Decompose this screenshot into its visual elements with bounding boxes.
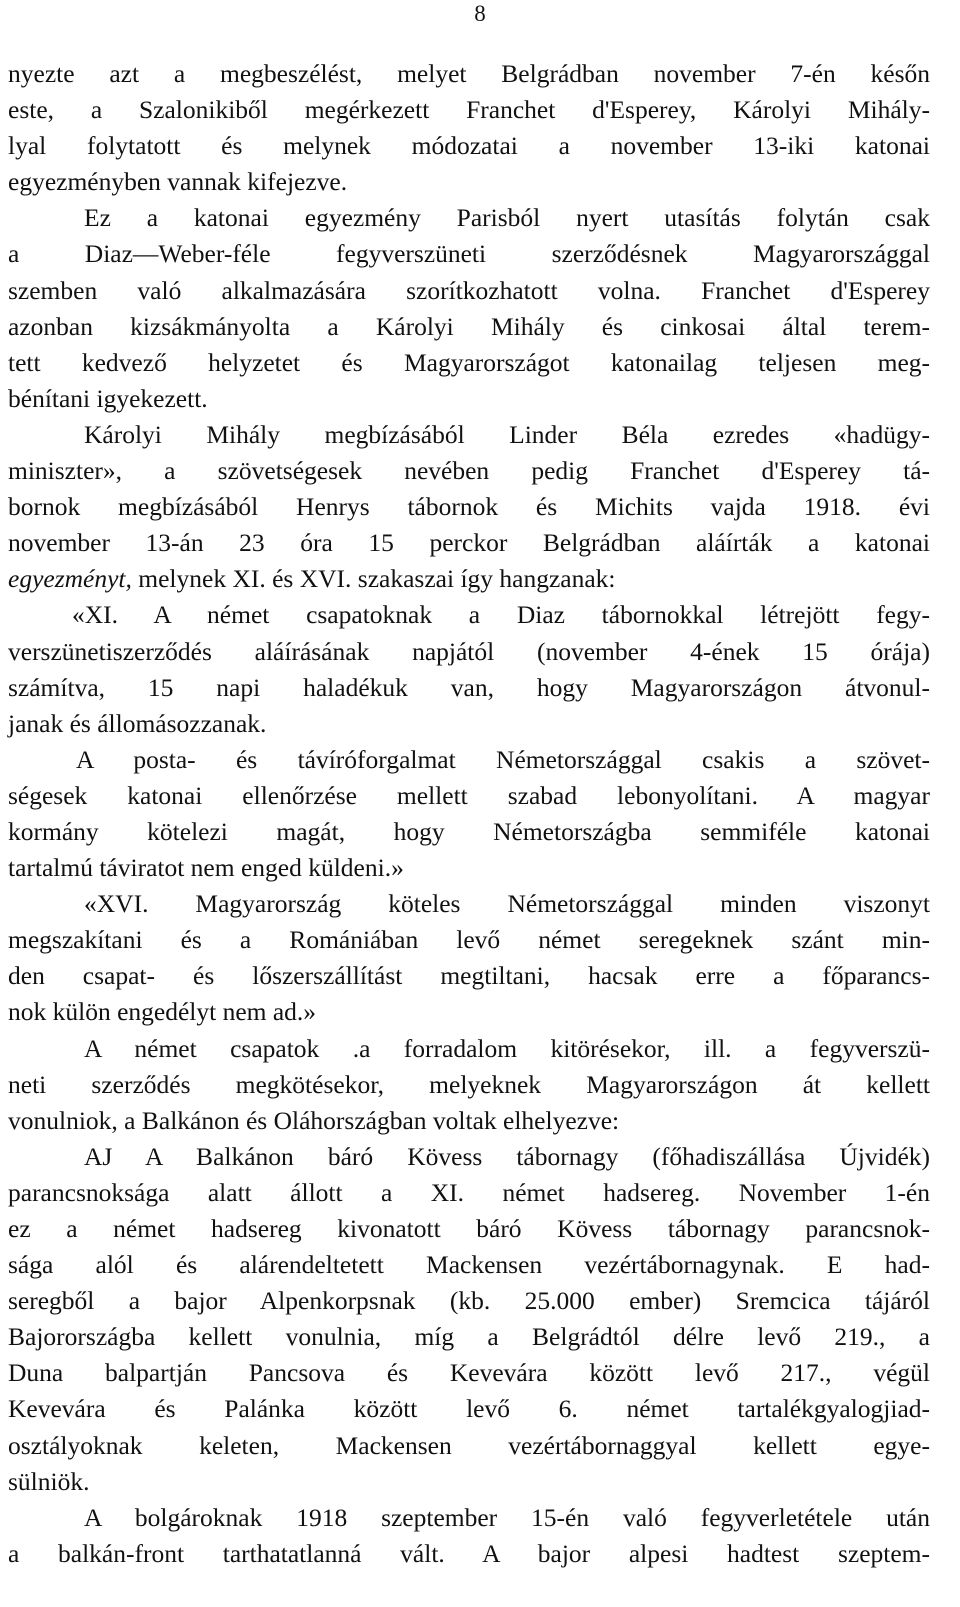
paragraph-start-line: A bolgároknak 1918 szeptember 15-én való fegyverletétele után xyxy=(84,1502,930,1532)
text-line: Duna balpartján Pancsova és Kevevára között levő 217., végül xyxy=(8,1358,930,1388)
text-line: osztályoknak keleten, Mackensen vezértábornaggyal kellett egye- xyxy=(8,1430,930,1460)
paragraph-start-line: Károlyi Mihály megbízásából Linder Béla ezredes «hadügy- xyxy=(84,419,930,449)
text-line: neti szerződés megkötésekor, melyeknek Magyarországon át kellett xyxy=(8,1069,930,1099)
text-line: sülniök. xyxy=(8,1466,90,1496)
paragraph-start-line: A német csapatok .a forradalom kitörésekor, ill. a fegyverszü- xyxy=(84,1033,930,1063)
text-line: Bajorországba kellett vonulnia, míg a Belgrádtól délre levő 219., a xyxy=(8,1322,930,1352)
italic-text: egyezményt, xyxy=(8,564,132,594)
text-line: Kevevára és Palánka között levő 6. német tartalékgyalogjiad- xyxy=(8,1394,930,1424)
paragraph-start-line: AJ A Balkánon báró Köve​ss tábornagy (főhadiszállása Újvidék) xyxy=(84,1141,930,1171)
text-line: parancsnoksága alatt állott a XI. német hadsereg. November 1-én xyxy=(8,1177,930,1207)
paragraph-start-line: A posta- és távíróforgalmat Németországgal csakis a szövet- xyxy=(76,744,930,774)
text-line: nok külön engedélyt nem ad.» xyxy=(8,997,317,1027)
text-line: a Diaz—Weber-féle fegyverszüneti szerződésnek Magyarországgal xyxy=(8,239,930,269)
text-line: bornok megbízásából Henrys tábornok és Michits vajda 1918. évi xyxy=(8,492,930,522)
text-line xyxy=(8,561,930,597)
text-line: miniszter», a szövetségesek nevében pedig Franchet d'Esperey tá- xyxy=(8,456,930,486)
text-line: november 13-án 23 óra 15 perckor Belgrádban aláírták a katonai xyxy=(8,528,930,558)
text-line: szemben való alkalmazására szorítkozhatott volna. Franchet d'Esperey xyxy=(8,275,930,305)
text-line: lyal folytatott és melynek módozatai a november 13-iki katonai xyxy=(8,131,930,161)
text-line: ségesek katonai ellenőrzése mellett szabad lebonyolítani. A magyar xyxy=(8,780,930,810)
text-span: melynek XI. és XVI. szakaszai így hangzanak: xyxy=(131,564,616,594)
text-line: bénítani igyekezett. xyxy=(8,383,208,413)
paragraph-start-line: «XVI. Magyarország köteles Németországgal minden viszonyt xyxy=(84,889,930,919)
text-line: seregből a bajor Alpenkorpsnak (kb. 25.000 ember) Sremcica tájáról xyxy=(8,1286,930,1316)
text-line: sága alól és alárendeltetett Mackensen vezértábornagynak. E had- xyxy=(8,1250,930,1280)
text-line: vonulniok, a Balkánon és Oláhországban voltak elhelyezve: xyxy=(8,1105,620,1135)
text-line: megszakítani és a Romániában levő német seregeknek szánt min- xyxy=(8,925,930,955)
text-line: tartalmú táviratot nem enged küldeni.» xyxy=(8,853,404,883)
page-number: 8 xyxy=(474,1,486,26)
text-line: kormány kötelezi magát, hogy Németországba semmiféle katonai xyxy=(8,816,930,846)
text-line: egyezményben vannak kifejezve. xyxy=(8,167,348,197)
text-line: den csapat- és lőszerszállítást megtiltani, hacsak erre a főparancs- xyxy=(8,961,930,991)
text-line: ez a német hadsereg kivonatott báró Kövess tábornagy parancsnok- xyxy=(8,1214,930,1243)
text-line: azonban kizsákmányolta a Károlyi Mihály és cinkosai által terem- xyxy=(8,311,930,341)
text-line: verszünetiszerződés aláírásának napjától (november 4-ének 15 órája) xyxy=(8,636,930,666)
text-line: janak és állomásozzanak. xyxy=(8,708,267,738)
paragraph-start-line: «XI. A német csapatoknak a Diaz tábornokkal létrejött fegy- xyxy=(72,600,930,630)
paragraph-start-line: Ez a katonai egyezmény Parisból nyert utasítás folytán csak xyxy=(84,203,930,233)
text-line: este, a Szalonikiből megérkezett Franchet d'Esperey, Károlyi Mihály- xyxy=(8,95,930,125)
text-line: a balkán-front tarthatatlanná vált. A bajor alpesi hadtest szeptem- xyxy=(8,1538,930,1568)
text-line: nyezte azt a megbeszélést, melyet Belgrádban november 7-én későn xyxy=(8,59,930,88)
text-line: számítva, 15 napi haladékuk van, hogy Magyarországon átvonul- xyxy=(8,672,930,702)
document-body xyxy=(8,56,930,1572)
text-line: tett kedvező helyzetet és Magyarországot katonailag teljesen meg- xyxy=(8,347,930,377)
